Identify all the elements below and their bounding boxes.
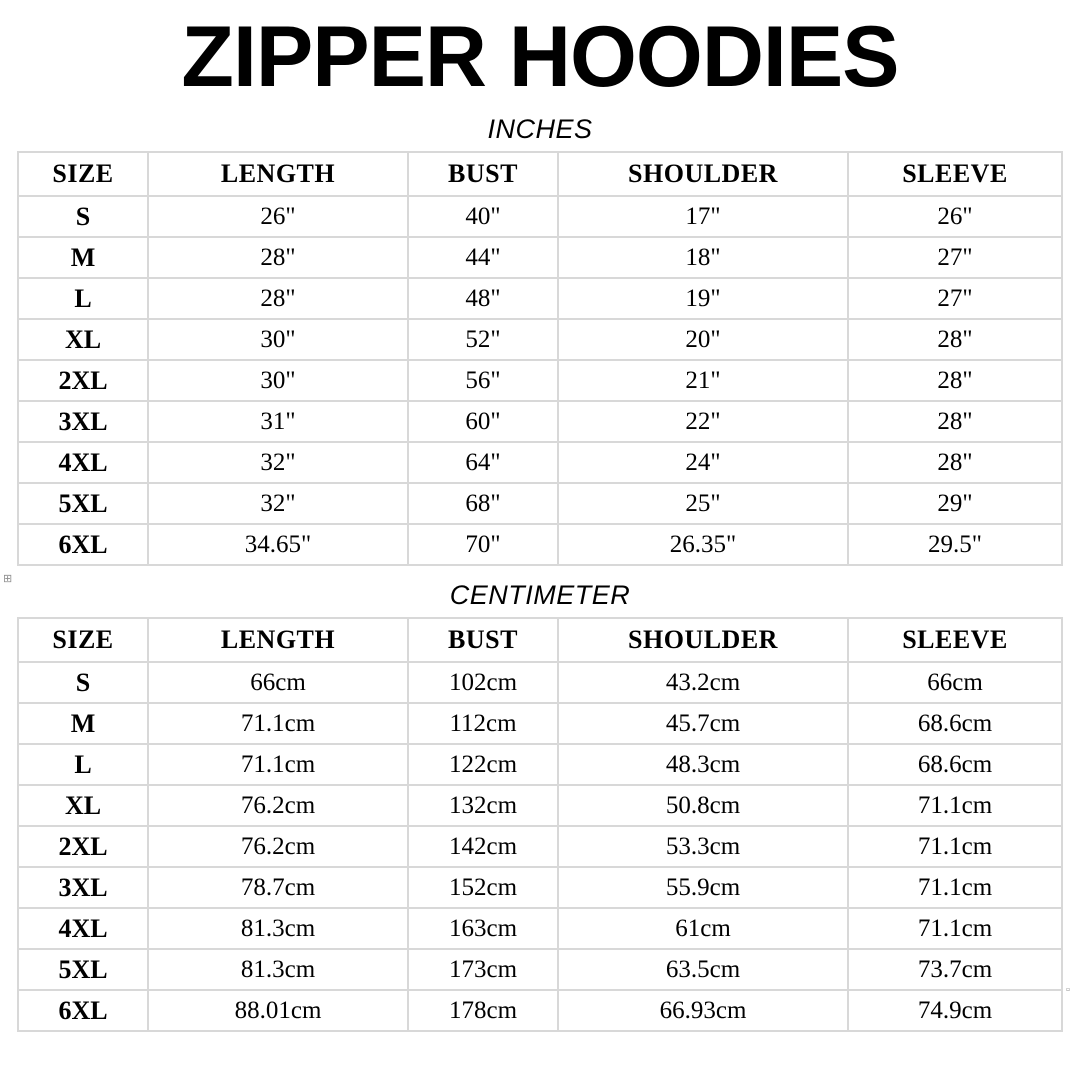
cell-sleeve: 73.7cm — [848, 949, 1062, 990]
cell-length: 34.65" — [148, 524, 408, 565]
cell-bust: 56" — [408, 360, 558, 401]
table-row — [18, 949, 1062, 990]
cell-length: 81.3cm — [148, 908, 408, 949]
cell-sleeve: 28" — [848, 319, 1062, 360]
column-header-shoulder: SHOULDER — [558, 152, 848, 196]
cell-length: 76.2cm — [148, 785, 408, 826]
table-row — [18, 703, 1062, 744]
table-row — [18, 990, 1062, 1031]
column-header-size: SIZE — [18, 152, 148, 196]
unit-label-centimeter: CENTIMETER — [449, 580, 631, 610]
cell-bust: 122cm — [408, 744, 558, 785]
cell-bust: 60" — [408, 401, 558, 442]
cell-shoulder: 63.5cm — [558, 949, 848, 990]
cell-shoulder: 18" — [558, 237, 848, 278]
table-row — [18, 908, 1062, 949]
cell-size: M — [18, 703, 148, 744]
cell-length: 66cm — [148, 662, 408, 703]
cell-bust: 142cm — [408, 826, 558, 867]
cell-sleeve: 66cm — [848, 662, 1062, 703]
cell-length: 78.7cm — [148, 867, 408, 908]
inches-section — [0, 114, 1080, 566]
cell-bust: 64" — [408, 442, 558, 483]
cell-bust: 70" — [408, 524, 558, 565]
cell-sleeve: 29.5" — [848, 524, 1062, 565]
size-table-centimeter — [17, 617, 1063, 1032]
cell-sleeve: 71.1cm — [848, 826, 1062, 867]
cell-length: 88.01cm — [148, 990, 408, 1031]
table-header-row — [18, 152, 1062, 196]
cell-size: XL — [18, 785, 148, 826]
cell-sleeve: 29" — [848, 483, 1062, 524]
cell-bust: 178cm — [408, 990, 558, 1031]
cell-size: 4XL — [18, 442, 148, 483]
cell-sleeve: 27" — [848, 237, 1062, 278]
cell-length: 28" — [148, 237, 408, 278]
cell-shoulder: 53.3cm — [558, 826, 848, 867]
cell-shoulder: 43.2cm — [558, 662, 848, 703]
column-header-length: LENGTH — [148, 152, 408, 196]
cell-size: 6XL — [18, 524, 148, 565]
cell-sleeve: 71.1cm — [848, 867, 1062, 908]
table-row — [18, 360, 1062, 401]
cell-shoulder: 55.9cm — [558, 867, 848, 908]
cell-bust: 40" — [408, 196, 558, 237]
cell-shoulder: 25" — [558, 483, 848, 524]
table-row — [18, 278, 1062, 319]
cell-sleeve: 26" — [848, 196, 1062, 237]
cell-shoulder: 61cm — [558, 908, 848, 949]
cell-bust: 52" — [408, 319, 558, 360]
unit-label-inches: INCHES — [487, 114, 593, 144]
cell-size: 4XL — [18, 908, 148, 949]
cell-sleeve: 28" — [848, 442, 1062, 483]
cell-length: 32" — [148, 442, 408, 483]
size-table-inches — [17, 151, 1063, 566]
cell-sleeve: 71.1cm — [848, 785, 1062, 826]
cell-length: 76.2cm — [148, 826, 408, 867]
cell-sleeve: 28" — [848, 360, 1062, 401]
table-row — [18, 524, 1062, 565]
cell-length: 30" — [148, 360, 408, 401]
cell-length: 81.3cm — [148, 949, 408, 990]
cell-size: S — [18, 662, 148, 703]
cell-sleeve: 28" — [848, 401, 1062, 442]
table-row — [18, 744, 1062, 785]
cell-shoulder: 24" — [558, 442, 848, 483]
cell-sleeve: 27" — [848, 278, 1062, 319]
cell-bust: 173cm — [408, 949, 558, 990]
cell-length: 28" — [148, 278, 408, 319]
cell-length: 71.1cm — [148, 703, 408, 744]
cell-shoulder: 21" — [558, 360, 848, 401]
cell-length: 26" — [148, 196, 408, 237]
cell-sleeve: 68.6cm — [848, 703, 1062, 744]
table-row — [18, 237, 1062, 278]
centimeter-section — [0, 580, 1080, 1032]
table-header-row — [18, 618, 1062, 662]
cell-shoulder: 26.35" — [558, 524, 848, 565]
cell-length: 32" — [148, 483, 408, 524]
cell-length: 71.1cm — [148, 744, 408, 785]
cell-size: 3XL — [18, 867, 148, 908]
cell-size: 6XL — [18, 990, 148, 1031]
cell-sleeve: 71.1cm — [848, 908, 1062, 949]
cell-bust: 48" — [408, 278, 558, 319]
cell-size: L — [18, 278, 148, 319]
column-header-bust: BUST — [408, 618, 558, 662]
column-header-shoulder: SHOULDER — [558, 618, 848, 662]
cell-sleeve: 74.9cm — [848, 990, 1062, 1031]
cell-shoulder: 50.8cm — [558, 785, 848, 826]
cell-bust: 102cm — [408, 662, 558, 703]
cell-size: M — [18, 237, 148, 278]
cell-shoulder: 20" — [558, 319, 848, 360]
cell-shoulder: 19" — [558, 278, 848, 319]
cell-size: 5XL — [18, 483, 148, 524]
cell-size: 2XL — [18, 360, 148, 401]
cell-bust: 112cm — [408, 703, 558, 744]
cell-size: 3XL — [18, 401, 148, 442]
table-row — [18, 442, 1062, 483]
cell-size: XL — [18, 319, 148, 360]
cell-sleeve: 68.6cm — [848, 744, 1062, 785]
cell-bust: 44" — [408, 237, 558, 278]
cell-shoulder: 48.3cm — [558, 744, 848, 785]
cell-size: 2XL — [18, 826, 148, 867]
column-header-bust: BUST — [408, 152, 558, 196]
cell-size: L — [18, 744, 148, 785]
cell-bust: 152cm — [408, 867, 558, 908]
column-header-sleeve: SLEEVE — [848, 618, 1062, 662]
cell-shoulder: 45.7cm — [558, 703, 848, 744]
table-row — [18, 867, 1062, 908]
table-row — [18, 785, 1062, 826]
cell-length: 30" — [148, 319, 408, 360]
column-header-sleeve: SLEEVE — [848, 152, 1062, 196]
cell-bust: 132cm — [408, 785, 558, 826]
column-header-size: SIZE — [18, 618, 148, 662]
page-title: ZIPPER HOODIES — [181, 9, 899, 105]
column-header-length: LENGTH — [148, 618, 408, 662]
table-row — [18, 401, 1062, 442]
table-row — [18, 826, 1062, 867]
crop-mark-bottom-right-icon: ▫ — [1066, 984, 1070, 996]
cell-bust: 68" — [408, 483, 558, 524]
table-row — [18, 483, 1062, 524]
cell-shoulder: 17" — [558, 196, 848, 237]
cell-shoulder: 22" — [558, 401, 848, 442]
cell-size: S — [18, 196, 148, 237]
cell-shoulder: 66.93cm — [558, 990, 848, 1031]
cell-bust: 163cm — [408, 908, 558, 949]
table-row — [18, 662, 1062, 703]
table-row — [18, 319, 1062, 360]
table-row — [18, 196, 1062, 237]
cell-size: 5XL — [18, 949, 148, 990]
crop-mark-top-left-icon: ⊞ — [3, 573, 13, 585]
cell-length: 31" — [148, 401, 408, 442]
